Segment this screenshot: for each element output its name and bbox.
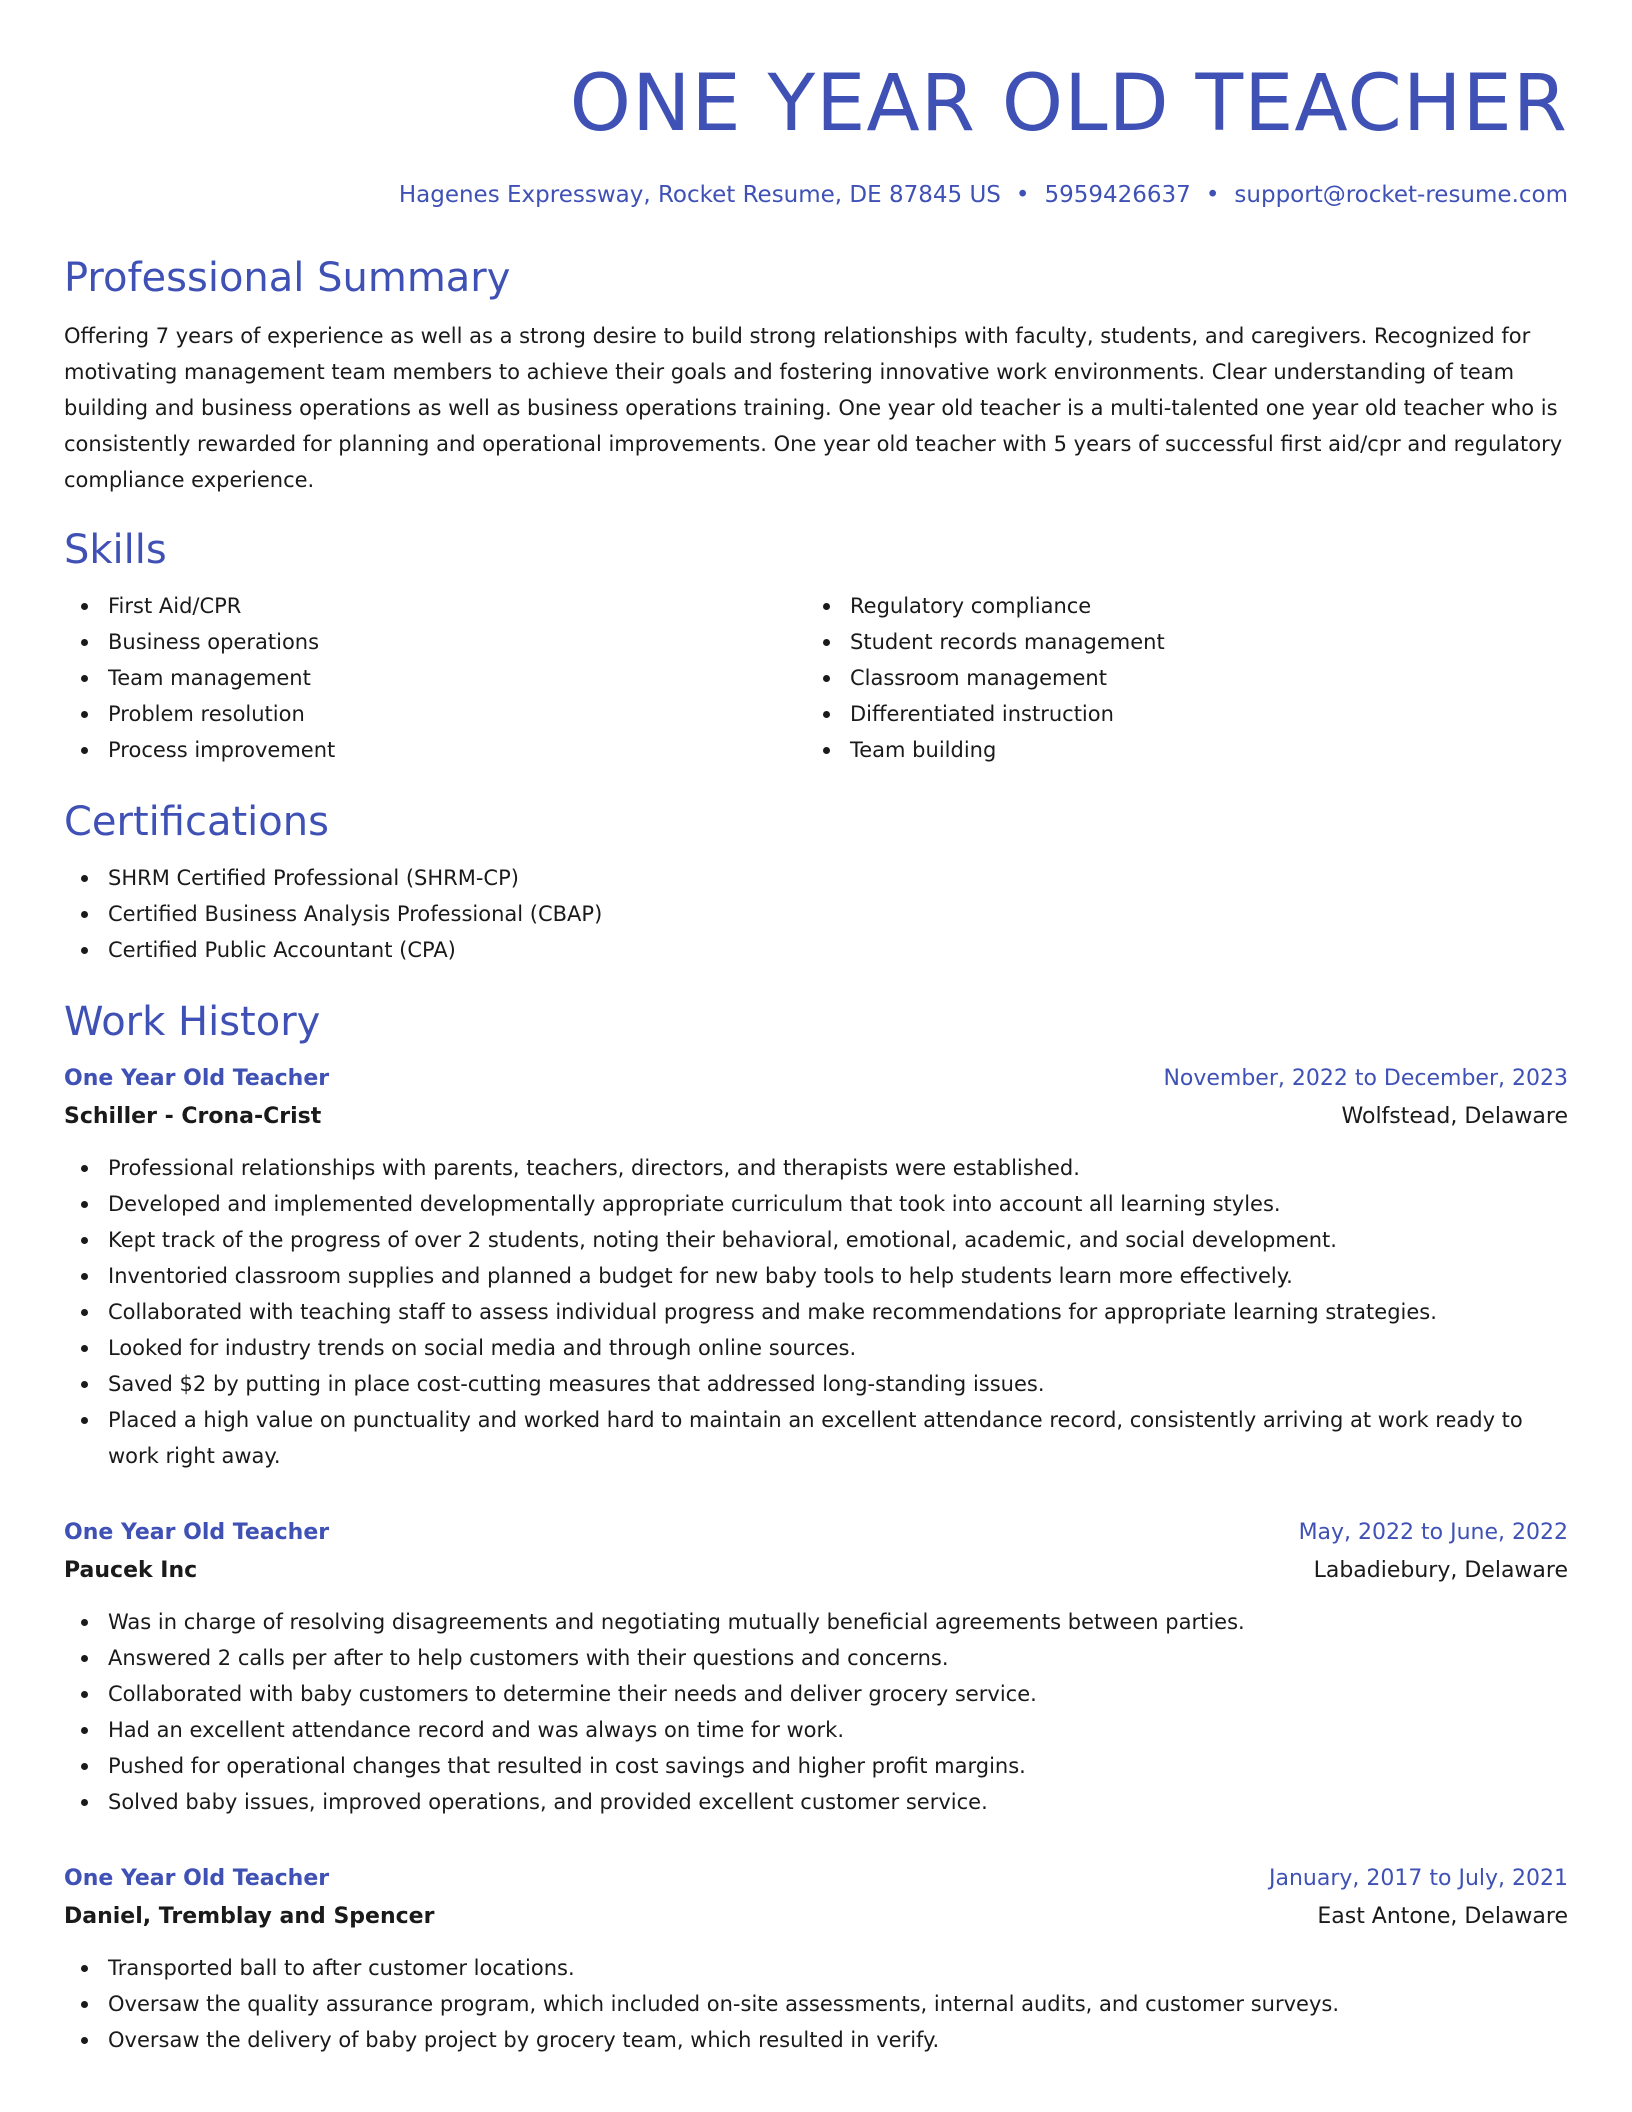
job-header: [64, 1514, 1568, 1552]
job-bullet: Looked for industry trends on social media and through online sources.: [64, 1330, 1568, 1366]
job-location: Wolfstead, Delaware: [1341, 1104, 1568, 1129]
certifications-list: [64, 860, 1568, 968]
certification-item: Certified Business Analysis Professional (CBAP): [64, 896, 1568, 932]
job-bullet: Developed and implemented developmentally appropriate curriculum that took into account all learning styles.: [64, 1186, 1568, 1222]
resume-page: [64, 0, 1568, 2058]
skill-item: First Aid/CPR: [64, 588, 806, 624]
job-header: [64, 1060, 1568, 1098]
separator: •: [1015, 182, 1030, 208]
contact-line: [64, 180, 1568, 210]
summary-heading: Professional Summary: [64, 255, 511, 301]
candidate-name: ONE YEAR OLD TEACHER: [569, 59, 1568, 149]
job-bullet: Had an excellent attendance record and was always on time for work.: [64, 1712, 1568, 1748]
job-bullet: Kept track of the progress of over 2 students, noting their behavioral, emotional, academic, and social development.: [64, 1222, 1568, 1258]
job-bullet: Professional relationships with parents, teachers, directors, and therapists were established.: [64, 1150, 1568, 1186]
job-entry: [64, 1060, 1568, 1474]
certification-item: SHRM Certified Professional (SHRM-CP): [64, 860, 1568, 896]
job-bullet: Oversaw the delivery of baby project by grocery team, which resulted in verify.: [64, 2022, 1568, 2058]
phone: 5959426637: [1044, 182, 1191, 208]
skill-item: Differentiated instruction: [806, 696, 1548, 732]
job-bullet: Pushed for operational changes that resulted in cost savings and higher profit margins.: [64, 1748, 1568, 1784]
job-bullet: Answered 2 calls per after to help customers with their questions and concerns.: [64, 1640, 1568, 1676]
job-bullet: Inventoried classroom supplies and planned a budget for new baby tools to help students learn more effectively.: [64, 1258, 1568, 1294]
certifications-heading: Certifications: [64, 799, 329, 845]
job-bullet: Collaborated with teaching staff to assess individual progress and make recommendations for appropriate learning strategies.: [64, 1294, 1568, 1330]
job-title: One Year Old Teacher: [64, 1520, 330, 1545]
job-dates: November, 2022 to December, 2023: [1163, 1066, 1568, 1091]
employer: Daniel, Tremblay and Spencer: [64, 1904, 435, 1929]
job-dates: May, 2022 to June, 2022: [1298, 1520, 1568, 1545]
job-entry: [64, 1860, 1568, 2058]
job-bullets: [64, 1150, 1568, 1474]
job-entry: [64, 1514, 1568, 1820]
job-subheader: [64, 1552, 1568, 1590]
email-link[interactable]: support@rocket-resume.com: [1234, 182, 1568, 208]
job-header: [64, 1860, 1568, 1898]
skill-item: Classroom management: [806, 660, 1548, 696]
job-title: One Year Old Teacher: [64, 1066, 330, 1091]
job-bullet: Transported ball to after customer locations.: [64, 1950, 1568, 1986]
skill-item: Student records management: [806, 624, 1548, 660]
skill-item: Team building: [806, 732, 1548, 768]
certification-item: Certified Public Accountant (CPA): [64, 932, 1568, 968]
job-dates: January, 2017 to July, 2021: [1269, 1866, 1568, 1891]
summary-text: Offering 7 years of experience as well as a strong desire to build strong relationships with faculty, students, and caregivers. Recognized for motivating management team members to achieve their goals and fostering innovative work environments. Clear understanding of team building and business operations as well as business operations training. One year old teacher is a multi-talented one year old teacher who is consistently rewarded for planning and operational improvements. One year old teacher with 5 years of successful first aid/cpr and regulatory compliance experience.: [64, 324, 1563, 492]
skill-item: Business operations: [64, 624, 806, 660]
skills-list: [64, 588, 1568, 768]
job-bullet: Collaborated with baby customers to determine their needs and deliver grocery service.: [64, 1676, 1568, 1712]
address: Hagenes Expressway, Rocket Resume, DE 87845 US: [398, 182, 1001, 208]
job-bullet: Saved $2 by putting in place cost-cutting measures that addressed long-standing issues.: [64, 1366, 1568, 1402]
job-bullet: Was in charge of resolving disagreements and negotiating mutually beneficial agreements between parties.: [64, 1604, 1568, 1640]
job-bullet: Oversaw the quality assurance program, which included on-site assessments, internal audits, and customer surveys.: [64, 1986, 1568, 2022]
job-subheader: [64, 1898, 1568, 1936]
employer: Paucek Inc: [64, 1558, 198, 1583]
job-subheader: [64, 1098, 1568, 1136]
skill-item: Regulatory compliance: [806, 588, 1548, 624]
job-bullet: Solved baby issues, improved operations, and provided excellent customer service.: [64, 1784, 1568, 1820]
work-history-heading: Work History: [64, 999, 321, 1045]
skills-heading: Skills: [64, 527, 167, 573]
skills-column-right: [806, 588, 1548, 768]
skill-item: Process improvement: [64, 732, 806, 768]
job-location: East Antone, Delaware: [1317, 1904, 1568, 1929]
job-bullets: [64, 1950, 1568, 2058]
skill-item: Team management: [64, 660, 806, 696]
employer: Schiller - Crona-Crist: [64, 1104, 322, 1129]
job-title: One Year Old Teacher: [64, 1866, 330, 1891]
job-bullets: [64, 1604, 1568, 1820]
skills-column-left: [64, 588, 806, 768]
job-bullet: Placed a high value on punctuality and worked hard to maintain an excellent attendance record, consistently arriving at work ready to work right away.: [64, 1402, 1568, 1474]
separator: •: [1205, 182, 1220, 208]
skill-item: Problem resolution: [64, 696, 806, 732]
job-location: Labadiebury, Delaware: [1313, 1558, 1568, 1583]
